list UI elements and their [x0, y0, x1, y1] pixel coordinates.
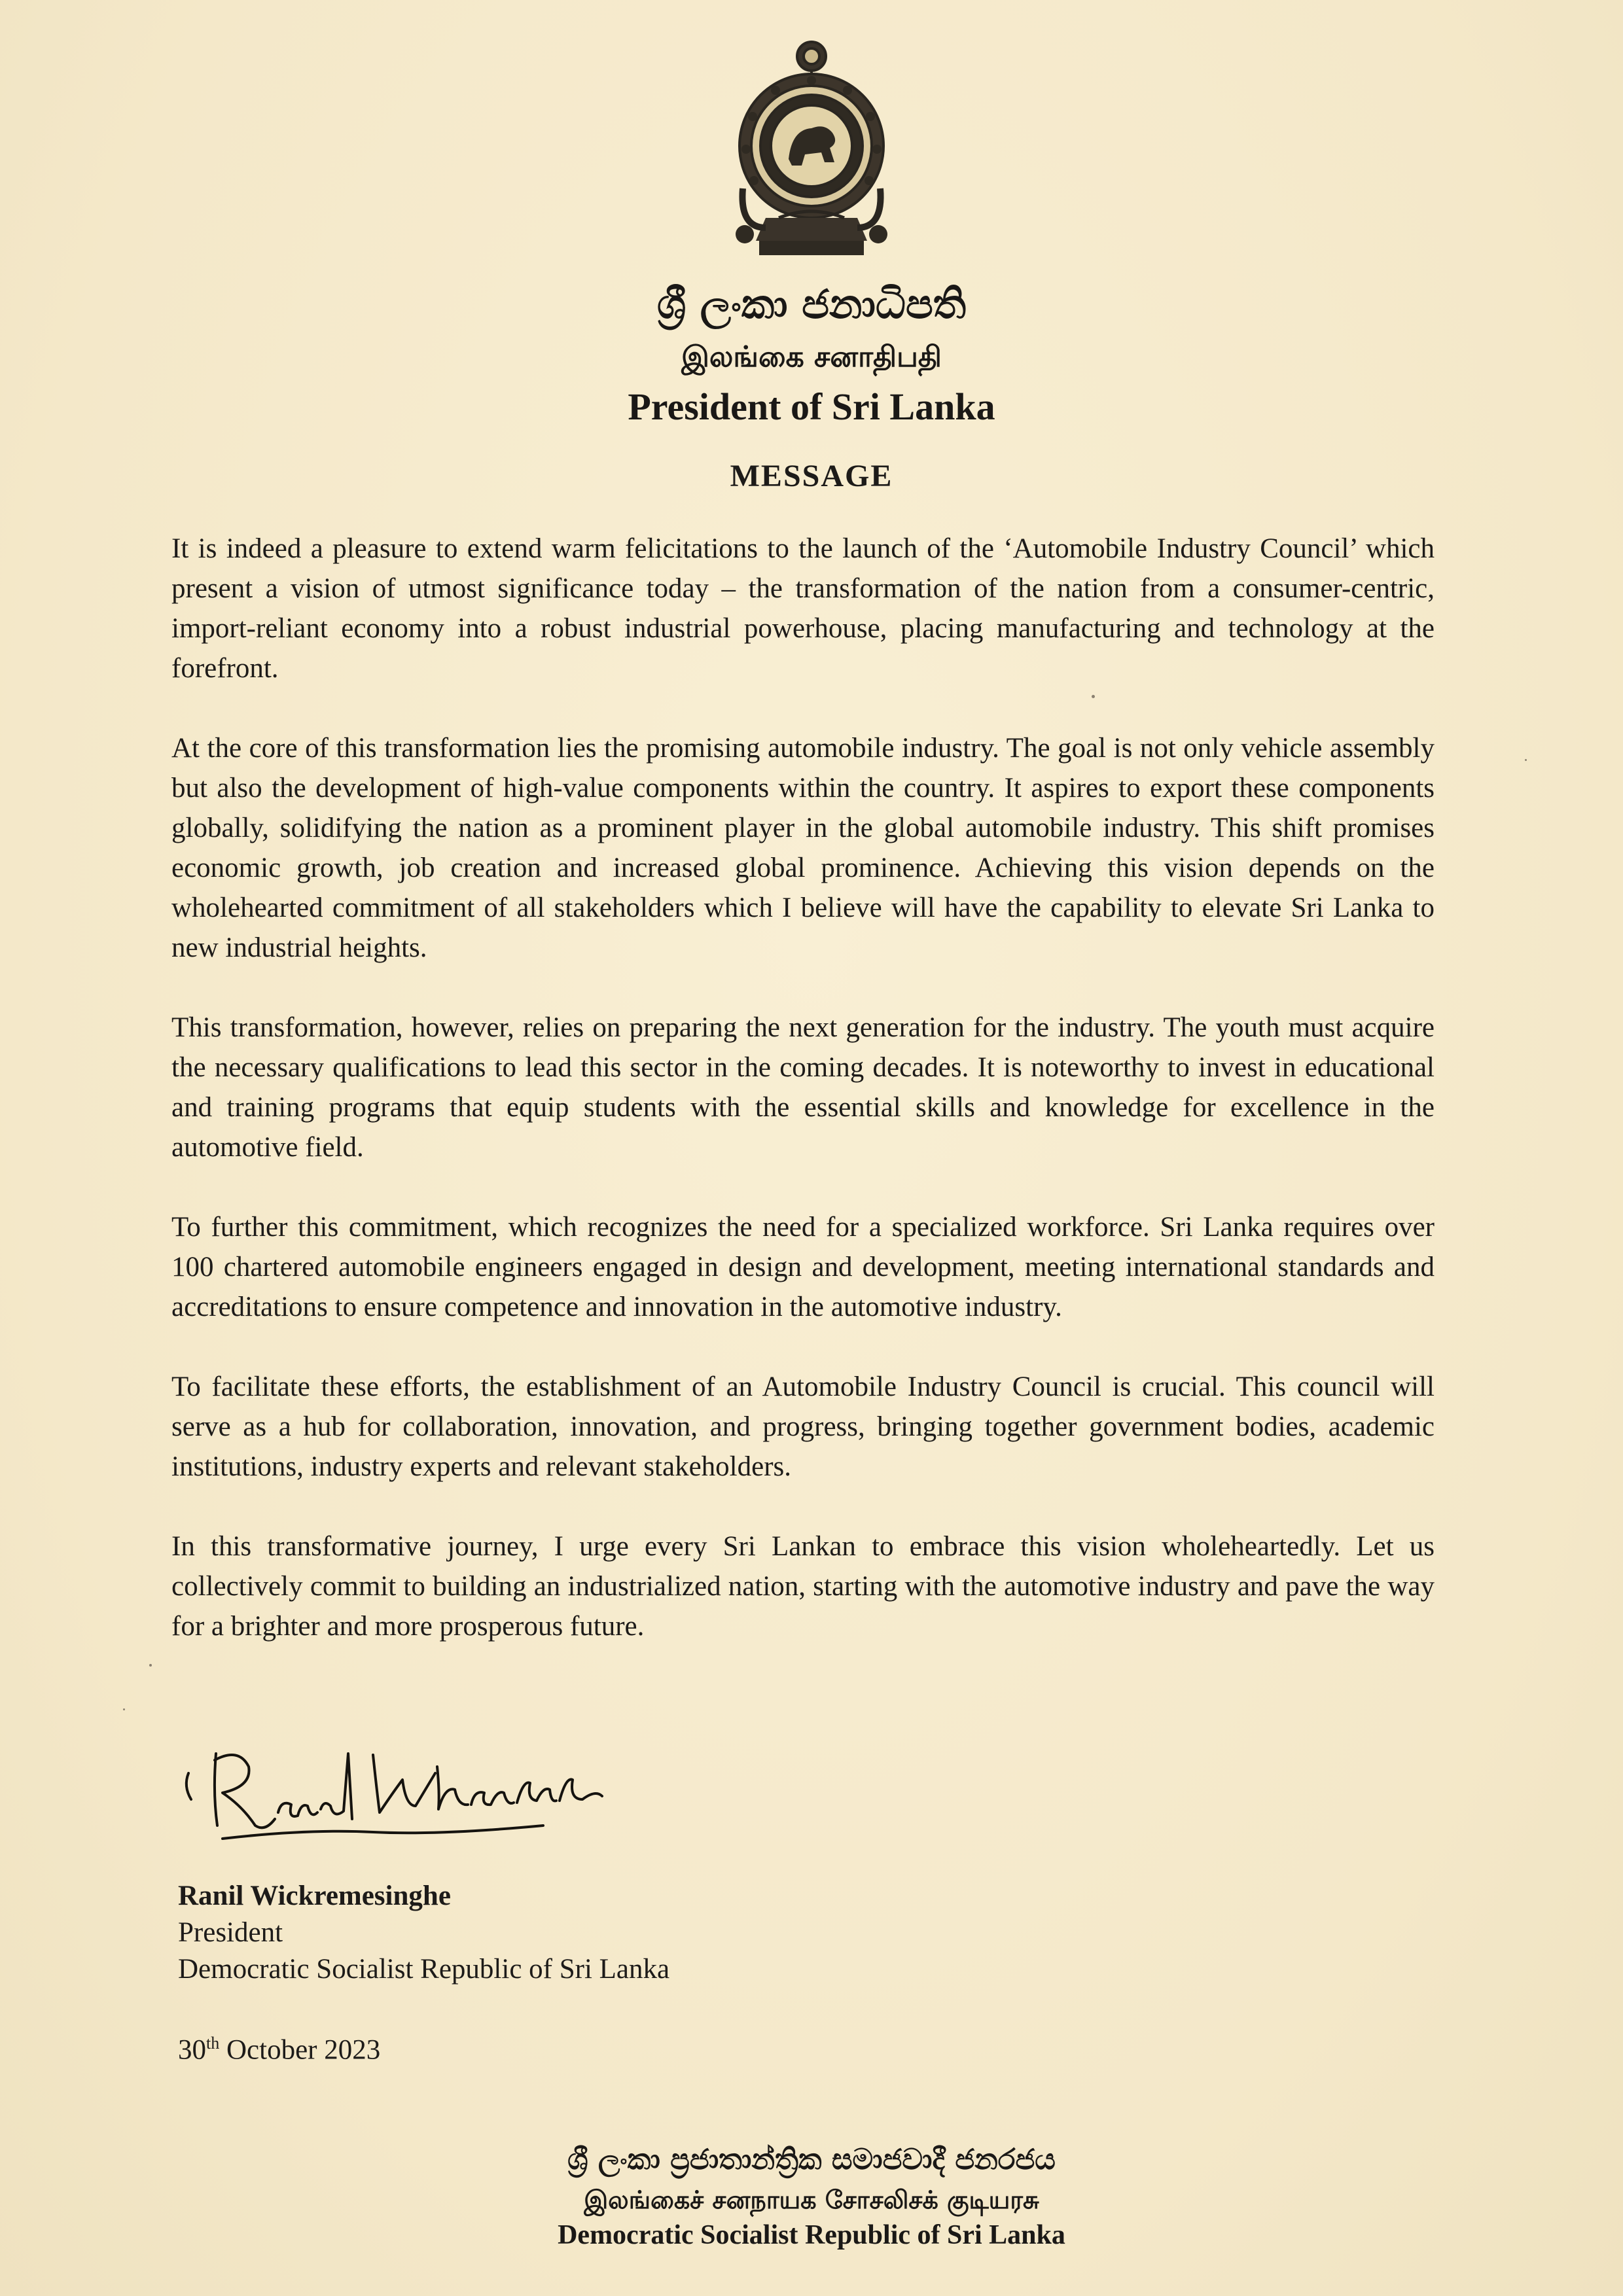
message-heading: MESSAGE	[730, 459, 893, 493]
signatory-title: President	[178, 1917, 283, 1948]
paper-speck	[1525, 759, 1527, 761]
message-paragraph: To further this commitment, which recognizes the need for a specialized workforce. Sri Lanka requires over 100 chartered automobile engineers engaged in design and development, meeting international standards and accreditations to ensure competence and innovation in the automotive industry.	[171, 1212, 1435, 1322]
letter-date	[178, 2034, 380, 2066]
paper-speck	[149, 1664, 152, 1667]
signatory-office: Democratic Socialist Republic of Sri Lanka	[178, 1954, 670, 1985]
header-sinhala-title: ශ්‍රී ලංකා ජනාධිපති	[656, 280, 967, 328]
message-paragraph: This transformation, however, relies on preparing the next generation for the industry. The youth must acquire the necessary qualifications to lead this sector in the coming decades. It is noteworthy to invest in educational and training programs that equip students with the essential skills and knowledge for excellence in the automotive field.	[171, 1012, 1435, 1163]
handwritten-signature	[177, 1727, 622, 1858]
paper-speck	[1092, 695, 1095, 698]
footer-english: Democratic Socialist Republic of Sri Lanka	[558, 2220, 1065, 2250]
date-rest: October 2023	[219, 2034, 381, 2066]
date-day: 30	[178, 2034, 206, 2066]
footer-sinhala: ශ්‍රී ලංකා ප්‍රජාතාන්ත්‍රික සමාජවාදී ජනරජය	[567, 2143, 1056, 2176]
sri-lanka-emblem-icon	[713, 31, 910, 267]
signatory-block	[178, 1878, 669, 1988]
paper-speck	[123, 1708, 125, 1710]
header-tamil-title: இலங்கை சனாதிபதி	[681, 340, 942, 374]
footer-tamil: இலங்கைச் சனநாயக சோசலிசக் குடியரசு	[584, 2185, 1039, 2214]
signatory-name: Ranil Wickremesinghe	[178, 1881, 451, 1911]
message-paragraph: To facilitate these efforts, the establishment of an Automobile Industry Council is crucial. This council will serve as a hub for collaboration, innovation, and progress, bringing together government bodies, academic institutions, industry experts and relevant stakeholders.	[171, 1371, 1435, 1482]
header-english-title: President of Sri Lanka	[628, 385, 995, 428]
message-paragraph: It is indeed a pleasure to extend warm felicitations to the launch of the ‘Automobile Industry Council’ which present a vision of utmost significance today – the transformation of the nation from a consumer-centric, import-reliant economy into a robust industrial powerhouse, placing manufacturing and technology at the forefront.	[171, 533, 1435, 684]
message-paragraph: In this transformative journey, I urge every Sri Lankan to embrace this vision wholeheartedly. Let us collectively commit to building an industrialized nation, starting with the automotive industry and pave the way for a brighter and more prosperous future.	[171, 1531, 1435, 1642]
date-suffix: th	[206, 2034, 220, 2053]
message-body	[171, 529, 1435, 1686]
message-paragraph: At the core of this transformation lies the promising automobile industry. The goal is not only vehicle assembly but also the development of high-value components within the country. It aspires to export these components globally, solidifying the nation as a prominent player in the global automobile industry. This shift promises economic growth, job creation and increased global prominence. Achieving this vision depends on the wholehearted commitment of all stakeholders which I believe will have the capability to elevate Sri Lanka to new industrial heights.	[171, 733, 1435, 963]
